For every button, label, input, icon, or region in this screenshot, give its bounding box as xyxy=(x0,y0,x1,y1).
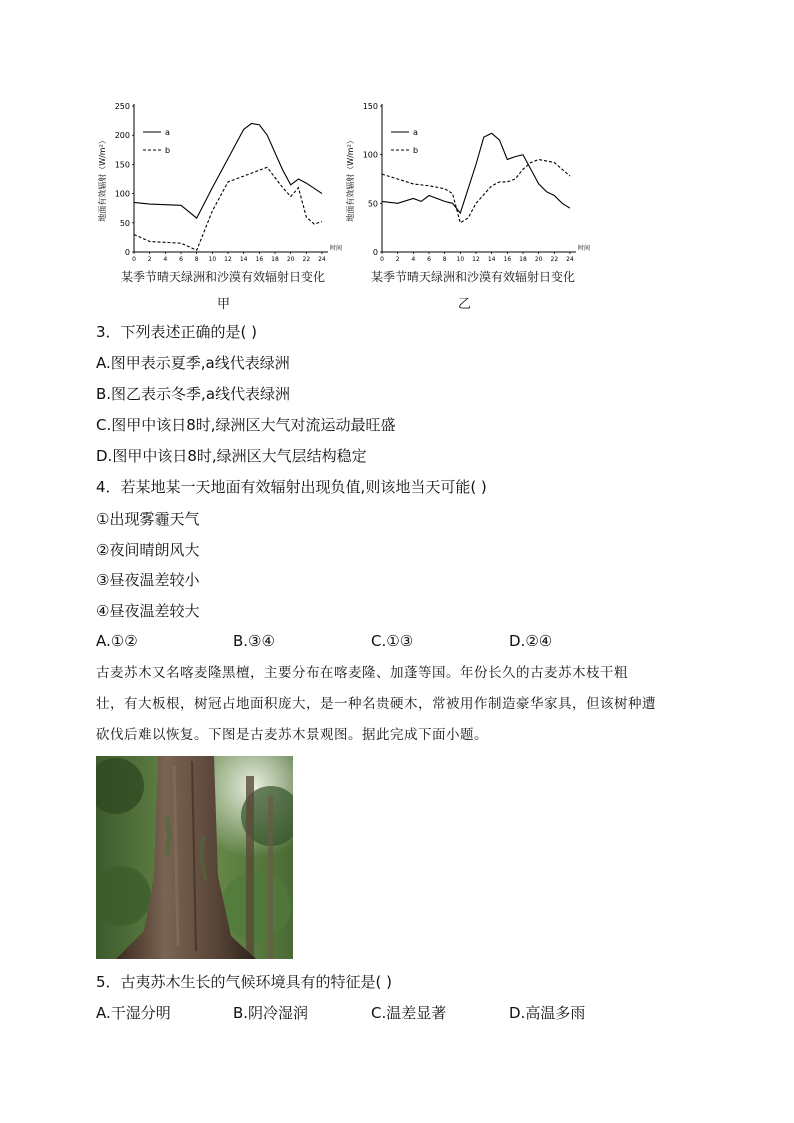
chart-yi-x-tick-label: 22 xyxy=(550,256,559,263)
question-4-statement-4: ④昼夜温差较大 xyxy=(96,602,200,620)
chart-yi-y-tick-label: 150 xyxy=(362,102,378,111)
chart-jia-label: 甲 xyxy=(217,297,231,312)
chart-jia-y-tick-label: 250 xyxy=(114,102,130,111)
chart-jia-x-tick-label: 24 xyxy=(318,256,326,263)
chart-yi-x-tick-label: 10 xyxy=(456,256,465,263)
chart-yi xyxy=(344,98,594,263)
chart-jia-legend-a-label: a xyxy=(165,128,170,137)
chart-jia-x-tick-label: 10 xyxy=(208,256,217,263)
passage-line-1: 古麦苏木又名喀麦隆黑檀，主要分布在喀麦隆、加蓬等国。年份长久的古麦苏木枝干粗 xyxy=(96,665,628,681)
chart-yi-series-b-line xyxy=(382,160,570,223)
chart-jia-x-tick-label: 4 xyxy=(163,256,168,263)
chart-jia-x-tick-label: 2 xyxy=(147,256,152,263)
chart-yi-x-axis-label: 时间 xyxy=(578,245,591,252)
question-4-statement-1: ①出现雾霾天气 xyxy=(96,510,200,528)
chart-jia-x-tick-label: 16 xyxy=(255,256,264,263)
chart-yi-x-tick-label: 20 xyxy=(534,256,543,263)
chart-yi-caption: 某季节晴天绿洲和沙漠有效辐射日变化 xyxy=(371,270,576,284)
question-4-stem: 4．若某地某一天地面有效辐射出现负值,则该地当天可能( ) xyxy=(96,478,487,496)
chart-yi-x-tick-label: 24 xyxy=(566,256,574,263)
chart-yi-label: 乙 xyxy=(458,297,472,312)
chart-yi-x-tick-label: 8 xyxy=(442,256,447,263)
passage-line-2: 壮，有大板根，树冠占地面积庞大，是一种名贵硬木，常被用作制造豪华家具，但该树种遭 xyxy=(96,696,656,712)
chart-yi-x-tick-label: 12 xyxy=(472,256,480,263)
chart-jia xyxy=(96,98,346,263)
chart-jia-y-tick-label: 50 xyxy=(119,218,130,228)
chart-jia-y-tick-label: 200 xyxy=(114,131,130,141)
chart-jia-x-tick-label: 20 xyxy=(286,256,295,263)
chart-yi-series-a-line xyxy=(382,133,570,213)
chart-jia-x-tick-label: 8 xyxy=(194,256,199,263)
chart-yi-y-tick-label: 100 xyxy=(362,150,378,160)
chart-jia-series-a-line xyxy=(134,124,322,219)
chart-yi-y-axis-label: 地面有效辐射（W/m²） xyxy=(346,136,355,222)
chart-jia-x-axis-label: 时间 xyxy=(330,245,343,252)
chart-yi-legend-a-label: a xyxy=(413,128,418,137)
reading-passage xyxy=(96,658,701,751)
question-4-option-d: D.②④ xyxy=(509,632,553,650)
question-4-option-a: A.①② xyxy=(96,632,138,650)
chart-jia-y-axis-label: 地面有效辐射（W/m²） xyxy=(98,136,107,222)
chart-jia-legend-b-label: b xyxy=(165,146,171,155)
question-5-option-d: D.高温多雨 xyxy=(509,1004,586,1022)
chart-jia-x-tick-label: 14 xyxy=(239,256,248,263)
question-5-stem: 5．古夷苏木生长的气候环境具有的特征是( ) xyxy=(96,973,393,991)
question-4-option-c: C.①③ xyxy=(371,632,414,650)
chart-jia-y-tick-label: 150 xyxy=(114,160,130,170)
question-4-statement-2: ②夜间晴朗风大 xyxy=(96,541,200,559)
chart-jia-svg xyxy=(96,98,346,263)
question-3-option-c: C.图甲中该日8时,绿洲区大气对流运动最旺盛 xyxy=(96,416,396,434)
chart-yi-x-tick-label: 6 xyxy=(427,256,431,263)
chart-jia-caption: 某季节晴天绿洲和沙漠有效辐射日变化 xyxy=(121,270,326,284)
chart-jia-y-tick-label: 0 xyxy=(124,248,130,257)
chart-yi-x-tick-label: 2 xyxy=(395,256,400,263)
chart-yi-x-tick-label: 18 xyxy=(519,256,527,263)
chart-yi-x-tick-label: 0 xyxy=(380,256,384,263)
question-3-option-d: D.图甲中该日8时,绿洲区大气层结构稳定 xyxy=(96,447,367,465)
chart-yi-legend-b-label: b xyxy=(413,146,419,155)
question-4-option-b: B.③④ xyxy=(233,632,275,650)
chart-jia-x-tick-label: 6 xyxy=(179,256,183,263)
chart-jia-series-b-line xyxy=(134,167,322,250)
chart-jia-x-tick-label: 22 xyxy=(302,256,311,263)
chart-yi-svg xyxy=(344,98,594,263)
chart-yi-y-tick-label: 0 xyxy=(372,248,378,257)
chart-yi-x-tick-label: 14 xyxy=(487,256,496,263)
tree-photo xyxy=(96,756,293,959)
tree-photo-image xyxy=(96,756,293,959)
question-4-statement-3: ③昼夜温差较小 xyxy=(96,571,200,589)
passage-line-3: 砍伐后难以恢复。下图是古麦苏木景观图。据此完成下面小题。 xyxy=(96,727,488,743)
question-5-option-c: C.温差显著 xyxy=(371,1004,447,1022)
question-3-option-b: B.图乙表示冬季,a线代表绿洲 xyxy=(96,385,291,403)
chart-jia-y-tick-label: 100 xyxy=(114,189,130,199)
chart-jia-x-tick-label: 18 xyxy=(271,256,279,263)
chart-yi-y-tick-label: 50 xyxy=(367,199,378,209)
question-3-stem: 3．下列表述正确的是( ) xyxy=(96,323,258,341)
chart-jia-x-tick-label: 0 xyxy=(132,256,136,263)
chart-yi-x-tick-label: 4 xyxy=(411,256,416,263)
question-5-option-a: A.干湿分明 xyxy=(96,1004,171,1022)
question-5-option-b: B.阴冷湿润 xyxy=(233,1004,309,1022)
question-3-option-a: A.图甲表示夏季,a线代表绿洲 xyxy=(96,354,290,372)
chart-jia-x-tick-label: 12 xyxy=(224,256,232,263)
chart-yi-x-tick-label: 16 xyxy=(503,256,512,263)
